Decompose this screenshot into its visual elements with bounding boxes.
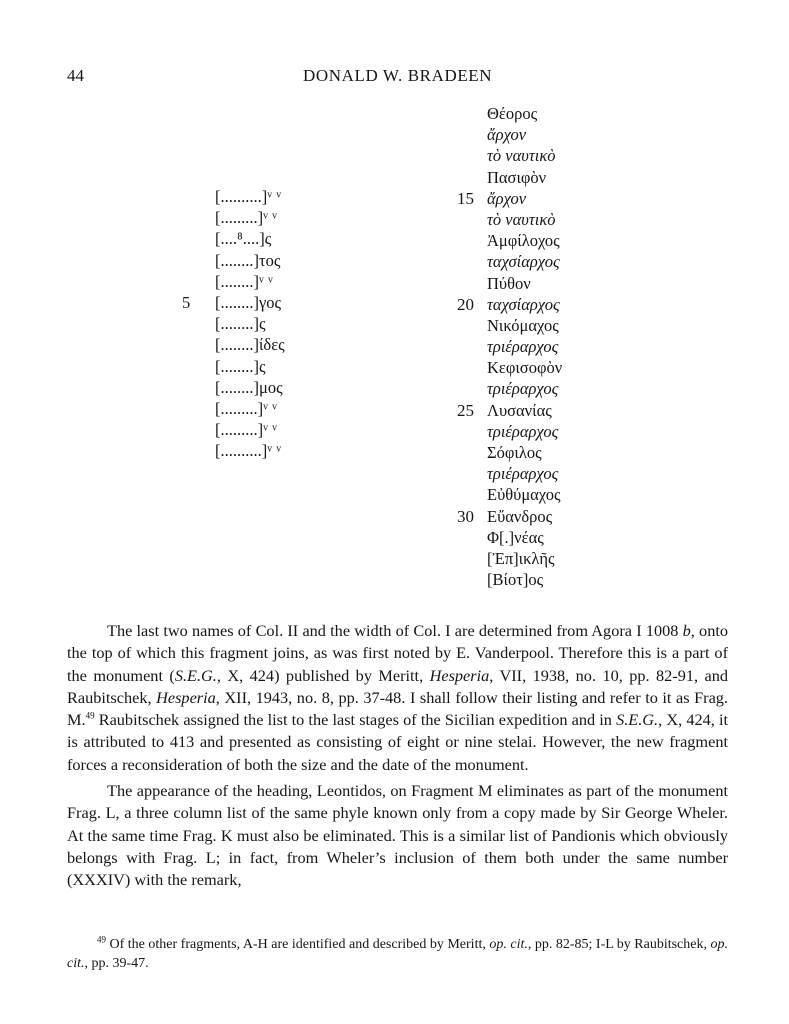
line-text: Λυσανίας: [487, 400, 552, 420]
line-text: [........]γος: [215, 292, 282, 312]
line-text: [........]ίδες: [215, 335, 285, 355]
paragraph-2: The appearance of the heading, Leontidos, on Fragment M eliminates as part of the monument Frag. L, a three column list of the same phyle known only from a copy made by Sir George Wheler. At the same time Frag. K must also be eliminated. This is a similar list of Pandionis which obviously belongs with Frag. L; in fact, from Wheler’s inclusion of them both under the same number (XXXIV) with the remark,: [67, 781, 728, 890]
col2-line: [444, 400, 604, 421]
col2-line: [444, 294, 604, 315]
line-number: 15: [457, 188, 474, 208]
col2-line: [444, 421, 604, 442]
line-text: [.........]ᵛ ᵛ: [215, 208, 277, 228]
col2-line: [444, 315, 604, 336]
line-text: [.........]ᵛ ᵛ: [215, 398, 277, 418]
line-text: τριέραρχος: [487, 464, 559, 484]
col2-line: [444, 167, 604, 188]
paragraph-1: The last two names of Col. II and the width of Col. I are determined from Agora I 1008 b, onto the top of which this fragment joins, as was first noted by E. Vanderpool. Therefore this is a part of the monument (S.E.G., X, 424) published by Meritt, Hesperia, VII, 1938, no. 10, pp. 82-91, and Raubitschek, Hesperia, XII, 1943, no. 8, pp. 37-48. I shall follow their listing and refer to it as Frag. M.$^{49}$ Raubitschek assigned the list to the last stages of the Sicilian expedition and in S.E.G., X, 424, it is attributed to 413 and presented as consisting of eight or nine stelai. However, the new fragment forces a reconsideration of both the size and the date of the monument.: [67, 621, 729, 774]
line-text: Εὔανδρος: [487, 506, 553, 526]
col2-line: [444, 463, 604, 484]
line-text: ταχσίαρχος: [487, 252, 560, 272]
line-number: 30: [457, 506, 474, 526]
line-text: Θέορος: [487, 104, 538, 123]
line-text: [..........]ᵛ ᵛ: [215, 187, 282, 206]
line-text: ἄρχον: [487, 188, 527, 208]
col2-line: [444, 188, 604, 209]
line-text: Πύθον: [487, 273, 531, 293]
col1-line: [182, 186, 382, 207]
line-text: Νικόμαχος: [487, 315, 559, 335]
page-number: 44: [67, 66, 84, 85]
col2-line: [444, 506, 604, 527]
line-text: [.........]ᵛ ᵛ: [215, 420, 277, 440]
col2-line: [444, 548, 604, 569]
col2-line: [444, 145, 604, 166]
col1-line: [182, 398, 382, 419]
col1-line: [182, 271, 382, 292]
line-text: τὸ ναυτικὸ: [487, 146, 556, 166]
footnote-ref: 49: [85, 710, 95, 721]
line-text: τριέραρχος: [487, 379, 559, 399]
line-text: [........]ᵛ ᵛ: [215, 271, 273, 291]
col1-line: [182, 377, 382, 398]
line-text: [Βίοτ]ος: [487, 570, 544, 590]
col1-line: [182, 207, 382, 228]
line-text: [....⁸....]ς: [215, 229, 272, 249]
body-text: [67, 620, 728, 892]
col1-line: [182, 334, 382, 355]
line-text: Φ[.]νέας: [487, 527, 544, 547]
inscription-column-one: [182, 186, 382, 461]
line-text: [........]μος: [215, 377, 283, 397]
col2-line: [444, 209, 604, 230]
line-text: [........]ς: [215, 314, 266, 334]
line-text: [..........]ᵛ ᵛ: [215, 441, 282, 461]
line-text: [Ἐπ]ικλῆς: [487, 548, 555, 568]
col1-line: [182, 313, 382, 334]
col1-line: [182, 228, 382, 249]
line-text: Ἀμφίλοχος: [487, 231, 560, 251]
line-text: ἄρχον: [487, 125, 527, 145]
line-text: τριέραρχος: [487, 421, 559, 441]
col1-line: [182, 440, 382, 461]
col2-line: [444, 124, 604, 145]
col2-line: [444, 103, 604, 124]
col2-line: [444, 569, 604, 590]
line-text: Κεφισοφὸν: [487, 358, 563, 378]
line-number: 20: [457, 294, 474, 314]
col2-line: [444, 442, 604, 463]
inscription-column-two: [444, 103, 604, 590]
line-text: Πασιφὸν: [487, 167, 547, 187]
line-text: [........]ς: [215, 356, 266, 376]
col2-line: [444, 378, 604, 399]
line-text: Εὐθύμαχος: [487, 485, 561, 505]
col1-line: [182, 356, 382, 377]
col2-line: [444, 527, 604, 548]
line-text: ταχσίαρχος: [487, 294, 560, 314]
col1-line: [182, 250, 382, 271]
col2-line: [444, 336, 604, 357]
running-head: DONALD W. BRADEEN: [303, 66, 493, 85]
col2-line: [444, 230, 604, 251]
col2-line: [444, 273, 604, 294]
col2-line: [444, 251, 604, 272]
col2-line: [444, 357, 604, 378]
col2-line: [444, 484, 604, 505]
line-text: τὸ ναυτικὸ: [487, 209, 556, 229]
line-text: τριέραρχος: [487, 337, 559, 357]
footnote: $^{49}$ Of the other fragments, A-H are identified and described by Meritt, op. cit., pp. 82-85; I-L by Raubitschek, op. cit., pp. 39-47.: [67, 934, 728, 971]
line-text: [........]τος: [215, 250, 281, 270]
line-number: 5: [182, 292, 191, 312]
line-number: 25: [457, 400, 474, 420]
line-text: Σόφιλος: [487, 443, 542, 462]
col1-line: [182, 419, 382, 440]
col1-line: [182, 292, 382, 313]
